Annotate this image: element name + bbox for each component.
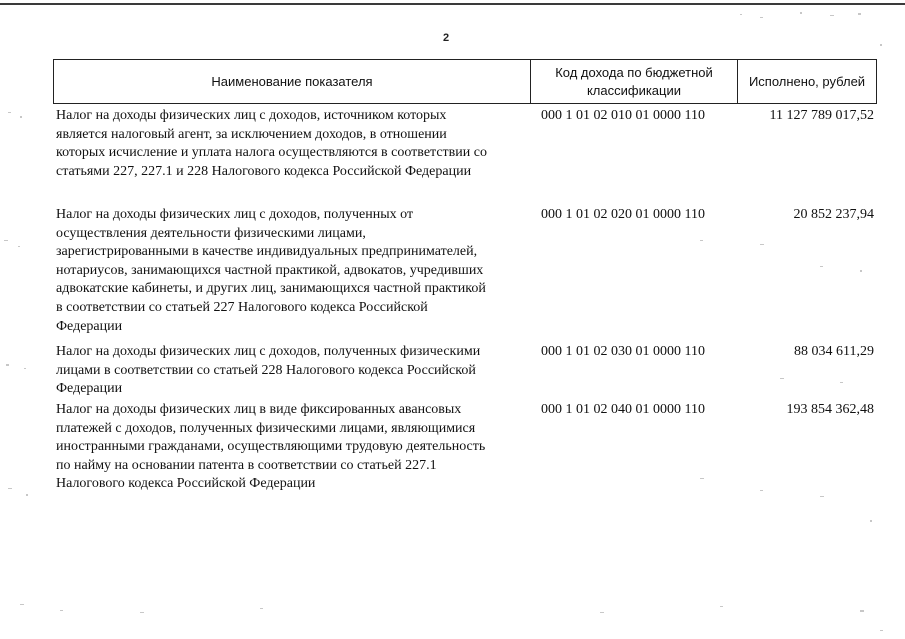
row-indicator-name: Налог на доходы физических лиц с доходов, полученных физическими лицами в соответствии со статьей 228 Налогового кодекса Российской Федерации: [56, 344, 481, 397]
row-amount: 11 127 789 017,52: [769, 108, 874, 123]
row-indicator-name: Налог на доходы физических лиц с доходов, источником которых является налоговый агент, за исключением доходов, в отношении которых исчисление и уплата налога осуществляются в соответствии со статьями 227, 227.1 и 228 Налогового кодекса Российской Федерации: [56, 108, 487, 179]
header-code-column: Код дохода по бюджетной классификации: [531, 60, 738, 103]
row-indicator-name: Налог на доходы физических лиц в виде фиксированных авансовых платежей с доходов, полученных физическими лицами, являющимися иностранными гражданами, осуществляющими трудовую деятельность по найму на основании патента в соответствии со статьей 227.1 Налогового кодекса Российской Федерации: [56, 402, 486, 492]
row-indicator-name: Налог на доходы физических лиц с доходов, полученных от осуществления деятельности физическими лицами, зарегистрированными в качестве индивидуальных предпринимателей, нотариусов, занимающихся частной практикой, адвокатов, учредивших адвокатские кабинеты, и других лиц, занимающихся частной практикой в соответствии со статьей 227 Налогового кодекса Российской Федерации: [56, 207, 486, 334]
row-amount: 193 854 362,48: [786, 402, 874, 417]
header-amount-column: Исполнено, рублей: [748, 73, 866, 89]
row-budget-code: 000 1 01 02 010 01 0000 110: [541, 108, 705, 123]
row-budget-code: 000 1 01 02 030 01 0000 110: [541, 344, 705, 359]
top-border-line: [0, 3, 905, 5]
row-amount: 88 034 611,29: [794, 344, 874, 359]
page-number: 2: [442, 32, 450, 44]
header-name-column: Наименование показателя: [54, 60, 531, 103]
table-header: [53, 59, 877, 104]
row-budget-code: 000 1 01 02 020 01 0000 110: [541, 207, 705, 222]
row-budget-code: 000 1 01 02 040 01 0000 110: [541, 402, 705, 417]
row-amount: 20 852 237,94: [793, 207, 874, 222]
